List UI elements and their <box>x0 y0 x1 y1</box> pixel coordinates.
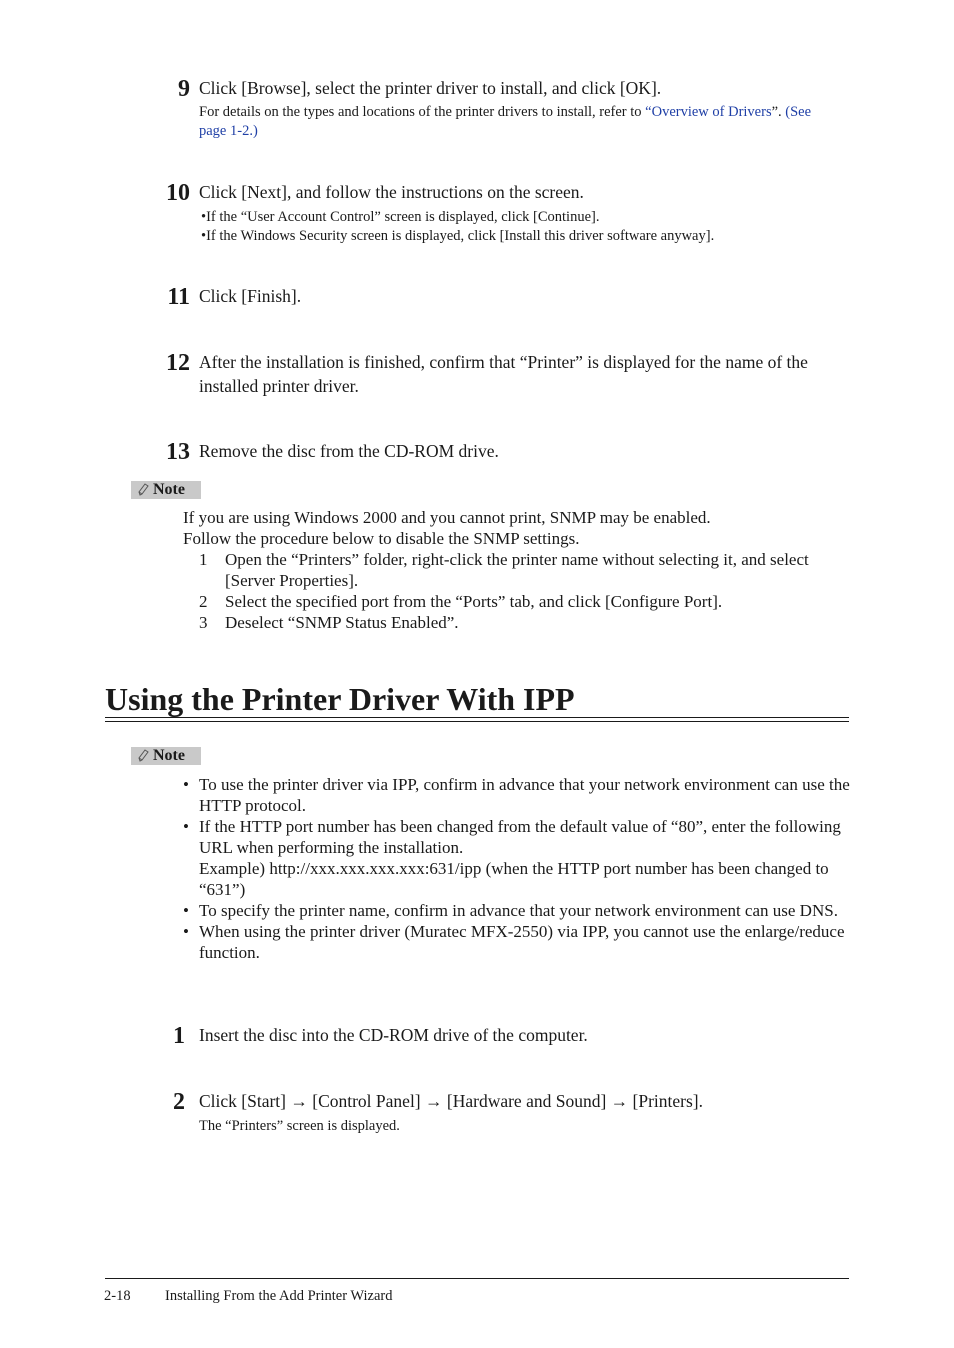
list-text: Open the “Printers” folder, right-click the printer name without selecting it, and select [Server Properties]. <box>225 550 809 590</box>
step-number: 12 <box>166 350 190 376</box>
numbered-list <box>199 549 844 633</box>
list-text-main: If the HTTP port number has been changed from the default value of “80”, enter the following URL when performing the installation. <box>199 817 841 857</box>
bullet-dot: • <box>183 901 189 920</box>
step-detail: The “Printers” screen is displayed. <box>199 1118 400 1134</box>
bullet-dot: • <box>183 775 189 794</box>
list-text: Deselect “SNMP Status Enabled”. <box>225 613 459 632</box>
step-number: 13 <box>166 439 190 465</box>
step-number: 1 <box>173 1023 185 1049</box>
pencil-icon <box>137 749 150 763</box>
step-text: Click [Next], and follow the instructions on the screen. <box>199 182 584 202</box>
step-text: Click [Browse], select the printer driver to install, and click [OK]. <box>199 78 662 98</box>
note-line: If you are using Windows 2000 and you cannot print, SNMP may be enabled. <box>183 508 711 527</box>
list-item <box>199 549 844 591</box>
list-item <box>183 816 855 900</box>
list-item <box>183 900 855 921</box>
bullet-dot: • <box>183 922 189 941</box>
list-text: To specify the printer name, confirm in advance that your network environment can use DNS. <box>199 901 838 920</box>
note-body <box>183 507 863 549</box>
step-number: 10 <box>166 180 190 206</box>
step-number: 2 <box>173 1089 185 1115</box>
heading-rule <box>105 717 849 718</box>
list-text: To use the printer driver via IPP, confirm in advance that your network environment can use the HTTP protocol. <box>199 775 850 815</box>
chapter-title: Installing From the Add Printer Wizard <box>165 1288 393 1304</box>
step-text: Click [Finish]. <box>199 286 302 306</box>
list-text: When using the printer driver (Muratec MFX-2550) via IPP, you cannot use the enlarge/reduce function. <box>199 922 845 962</box>
list-text <box>199 816 855 900</box>
list-item <box>199 591 844 612</box>
step-text: Insert the disc into the CD-ROM drive of the computer. <box>199 1025 588 1045</box>
step-text: Click [Start] → [Control Panel] → [Hardware and Sound] → [Printers]. <box>199 1091 703 1111</box>
list-text: Select the specified port from the “Ports” tab, and click [Configure Port]. <box>225 592 723 611</box>
step-number: 11 <box>167 284 190 310</box>
list-item <box>183 774 855 816</box>
overview-of-drivers-link[interactable]: “Overview of Drivers <box>645 104 772 120</box>
list-number: 3 <box>199 613 208 632</box>
note-tag <box>131 747 201 765</box>
heading-rule <box>105 721 849 722</box>
see-page-link[interactable]: (See page 1-2.) <box>199 104 812 139</box>
note-tag <box>131 481 201 499</box>
step-number: 9 <box>178 76 190 102</box>
bullet-dot: • <box>183 817 189 836</box>
bullet-item: •If the Windows Security screen is displayed, click [Install this driver software anyway]. <box>201 228 715 244</box>
list-number: 1 <box>199 550 208 569</box>
pencil-icon <box>137 483 150 497</box>
step-detail <box>199 103 829 141</box>
step-text: Remove the disc from the CD-ROM drive. <box>199 441 499 461</box>
bullet-text: If the Windows Security screen is displayed, click [Install this driver software anyway]. <box>206 228 715 244</box>
detail-text: For details on the types and locations of the printer drivers to install, refer to <box>199 104 646 120</box>
example-text: Example) http://xxx.xxx.xxx.xxx:631/ipp (when the HTTP port number has been changed to “631”) <box>199 859 829 899</box>
footer-rule <box>105 1278 849 1279</box>
bullet-text: If the “User Account Control” screen is displayed, click [Continue]. <box>206 209 600 225</box>
section-heading: Using the Printer Driver With IPP <box>105 681 575 717</box>
detail-text: ”. <box>771 104 786 120</box>
list-item <box>183 921 855 963</box>
note-line: Follow the procedure below to disable the SNMP settings. <box>183 529 580 548</box>
page-number: 2-18 <box>104 1288 131 1304</box>
step-text: After the installation is finished, confirm that “Printer” is displayed for the name of the installed printer driver. <box>199 352 808 396</box>
list-item <box>199 612 844 633</box>
step-bullets <box>201 208 851 246</box>
bullet-list <box>183 774 855 963</box>
note-label: Note <box>153 481 185 498</box>
list-number: 2 <box>199 592 208 611</box>
note-label: Note <box>153 747 185 764</box>
bullet-item: •If the “User Account Control” screen is displayed, click [Continue]. <box>201 209 600 225</box>
